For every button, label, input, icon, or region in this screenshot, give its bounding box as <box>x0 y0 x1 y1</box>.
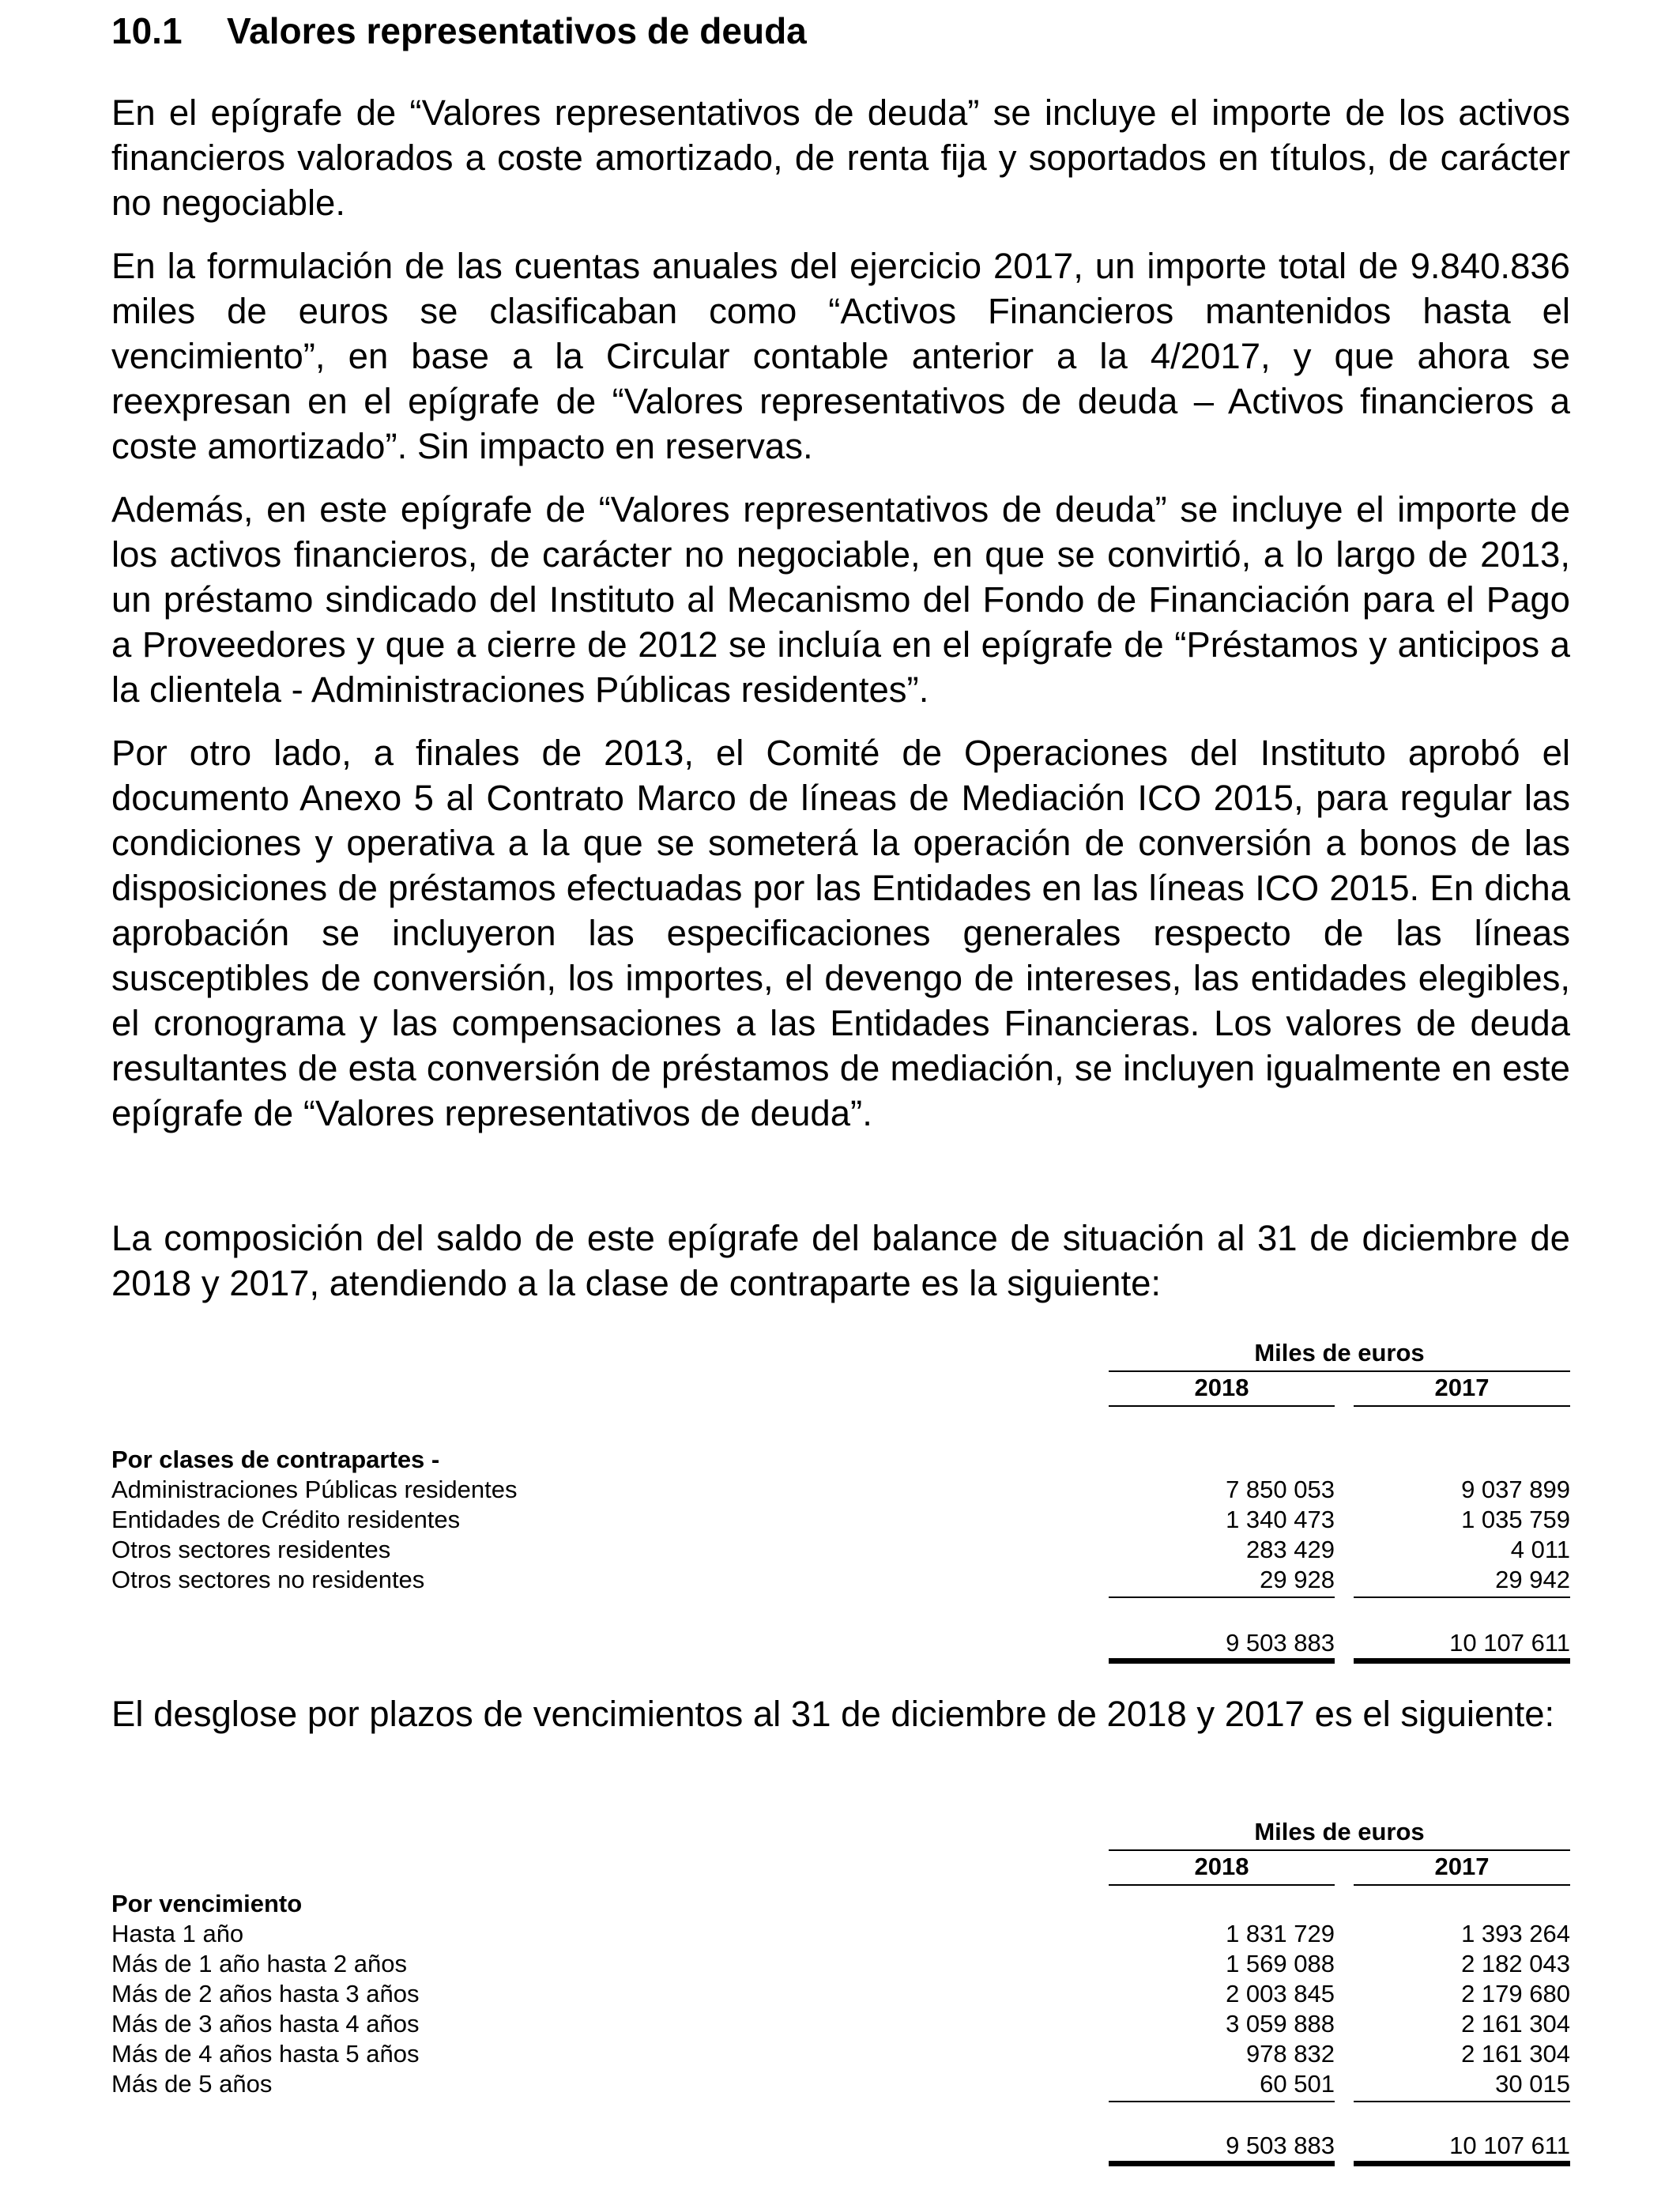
column-header-2017: 2017 <box>1434 1853 1490 1880</box>
row-label: Más de 1 año hasta 2 años <box>111 1950 407 1977</box>
value-2018: 283 429 <box>1245 1536 1335 1563</box>
paragraph-5: La composición del saldo de este epígrafe del balance de situación al 31 de diciembre de 2018 y 2017, atendiendo a la clase de contraparte es la siguiente: <box>111 1218 1570 1303</box>
total-rule <box>1354 1658 1570 1664</box>
table-row <box>111 2069 1570 2099</box>
section-title: Valores representativos de deuda <box>227 10 807 51</box>
paragraph-2: En la formulación de las cuentas anuales del ejercicio 2017, un importe total de 9.840.836 miles de euros se clasificaban como “Activos Financieros mantenidos hasta el vencimiento”, en base a la Circular contable anterior a la 4/2017, y que ahora se reexpresan en el epígrafe de “Valores representativos de deuda – Activos financieros a coste amortizado”. Sin impacto en reservas. <box>111 246 1570 466</box>
total-rule <box>1109 1658 1335 1664</box>
row-label: Otros sectores no residentes <box>111 1566 425 1593</box>
table-row <box>111 2009 1570 2039</box>
value-2017: 30 015 <box>1495 2070 1570 2098</box>
table-row <box>111 1919 1570 1949</box>
table-row <box>111 1565 1570 1595</box>
value-2017: 9 037 899 <box>1461 1476 1570 1503</box>
section-number: 10.1 <box>111 10 183 51</box>
column-header-2018: 2018 <box>1194 1853 1249 1880</box>
value-2018: 7 850 053 <box>1226 1476 1335 1503</box>
value-2017: 29 942 <box>1495 1566 1570 1593</box>
value-2017: 2 182 043 <box>1461 1950 1570 1977</box>
table-row <box>111 1475 1570 1505</box>
value-2017: 1 035 759 <box>1461 1506 1570 1533</box>
section-title: Por vencimiento <box>111 1890 303 1917</box>
value-2018: 60 501 <box>1260 2070 1335 2098</box>
total-2017: 10 107 611 <box>1449 1629 1570 1657</box>
header-rule <box>1354 1884 1570 1886</box>
table-row <box>111 1535 1570 1565</box>
paragraph-3: Además, en este epígrafe de “Valores representativos de deuda” se incluye el importe de los activos financieros, de carácter no negociable, en que se convirtió, a lo largo de 2013, un préstamo sindicado del Instituto al Mecanismo del Fondo de Financiación para el Pago a Proveedores y que a cierre de 2012 se incluía en el epígrafe de “Préstamos y anticipos a la clientela - Administraciones Públicas residentes”. <box>111 489 1570 710</box>
unit-header: Miles de euros <box>1254 1339 1425 1367</box>
column-header-2017: 2017 <box>1434 1374 1490 1401</box>
total-2018: 9 503 883 <box>1226 1629 1335 1657</box>
subtotal-rule <box>1354 1596 1570 1598</box>
row-label: Más de 5 años <box>111 2070 273 2098</box>
paragraph-1: En el epígrafe de “Valores representativos de deuda” se incluye el importe de los activos financieros valorados a coste amortizado, de renta fija y soportados en títulos, de carácter no negociable. <box>111 92 1570 223</box>
total-row <box>111 2131 1570 2161</box>
value-2018: 978 832 <box>1245 2040 1335 2068</box>
section-heading <box>111 8 807 54</box>
value-2018: 1 831 729 <box>1226 1920 1335 1947</box>
column-header-2018: 2018 <box>1194 1374 1249 1401</box>
total-2018: 9 503 883 <box>1226 2132 1335 2159</box>
value-2017: 2 161 304 <box>1461 2040 1570 2068</box>
value-2018: 29 928 <box>1260 1566 1335 1593</box>
row-label: Otros sectores residentes <box>111 1536 391 1563</box>
row-label: Más de 3 años hasta 4 años <box>111 2010 420 2038</box>
total-row <box>111 1628 1570 1658</box>
subtotal-rule <box>1354 2101 1570 2102</box>
section-title: Por clases de contrapartes - <box>111 1446 440 1473</box>
unit-header: Miles de euros <box>1254 1818 1425 1845</box>
value-2018: 1 569 088 <box>1226 1950 1335 1977</box>
section-row <box>111 1445 1570 1475</box>
row-label: Entidades de Crédito residentes <box>111 1506 461 1533</box>
row-label: Administraciones Públicas residentes <box>111 1476 518 1503</box>
total-2017: 10 107 611 <box>1449 2132 1570 2159</box>
value-2017: 2 161 304 <box>1461 2010 1570 2038</box>
value-2018: 2 003 845 <box>1226 1980 1335 2007</box>
table-row <box>111 1979 1570 2009</box>
value-2017: 2 179 680 <box>1461 1980 1570 2007</box>
row-label: Más de 4 años hasta 5 años <box>111 2040 420 2068</box>
table-row <box>111 1949 1570 1979</box>
value-2017: 1 393 264 <box>1461 1920 1570 1947</box>
subtotal-rule <box>1109 2101 1335 2102</box>
total-rule <box>1354 2161 1570 2166</box>
paragraph-4: Por otro lado, a finales de 2013, el Comité de Operaciones del Instituto aprobó el documento Anexo 5 al Contrato Marco de líneas de Mediación ICO 2015, para regular las condiciones y operativa a la que se someterá la operación de conversión a bonos de las disposiciones de préstamos efectuadas por las Entidades en las líneas ICO 2015. En dicha aprobación se incluyeron las especificaciones generales respecto de las líneas susceptibles de conversión, los importes, el devengo de intereses, las entidades elegibles, el cronograma y las compensaciones a las Entidades Financieras. Los valores de deuda resultantes de esta conversión de préstamos de mediación, se incluyen igualmente en este epígrafe de “Valores representativos de deuda”. <box>111 733 1570 1133</box>
total-rule <box>1109 2161 1335 2166</box>
paragraph-6: El desglose por plazos de vencimientos al 31 de diciembre de 2018 y 2017 es el siguiente: <box>111 1694 1555 1734</box>
header-rule <box>1109 1405 1335 1407</box>
subtotal-rule <box>1109 1596 1335 1598</box>
table-row <box>111 1505 1570 1535</box>
value-2018: 1 340 473 <box>1226 1506 1335 1533</box>
row-label: Hasta 1 año <box>111 1920 244 1947</box>
value-2018: 3 059 888 <box>1226 2010 1335 2038</box>
section-row <box>111 1889 1570 1919</box>
table-row <box>111 2039 1570 2069</box>
header-rule <box>1109 1884 1335 1886</box>
header-rule <box>1354 1405 1570 1407</box>
value-2017: 4 011 <box>1510 1536 1570 1563</box>
row-label: Más de 2 años hasta 3 años <box>111 1980 420 2007</box>
